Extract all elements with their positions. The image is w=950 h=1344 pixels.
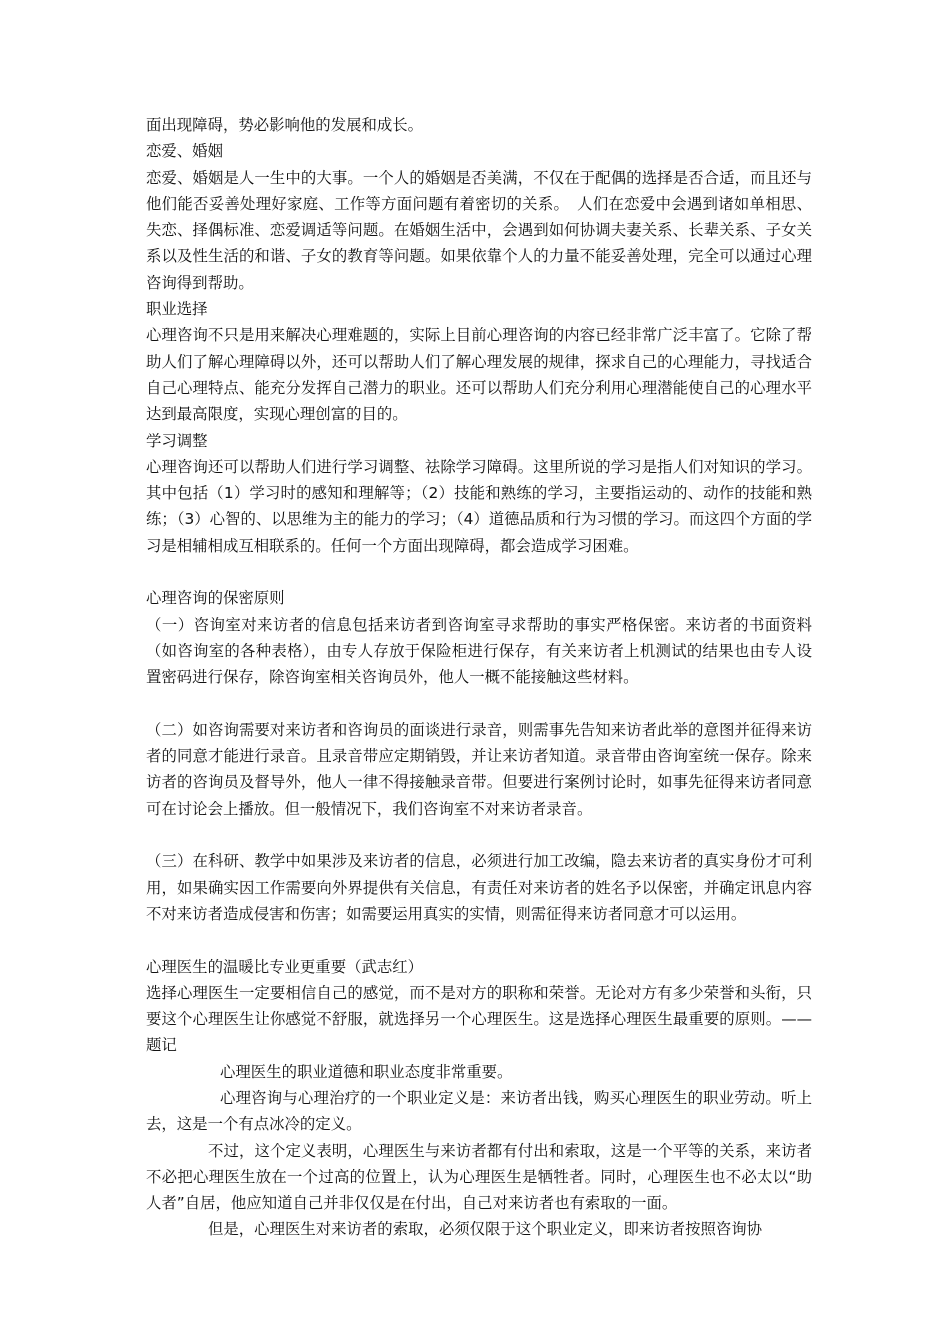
spacer xyxy=(146,927,812,953)
confidentiality-heading: 心理咨询的保密原则 xyxy=(146,589,285,608)
warmth-paragraph-3: 不过，这个定义表明，心理医生与来访者都有付出和索取，这是一个平等的关系，来访者不必把心理医生放在一个过高的位置上，认为心理医生是牺牲者。同时，心理医生也不必太以“助人者”自居，他应知道自己并非仅仅是在付出，自己对来访者也有索取的一面。 xyxy=(146,1141,812,1213)
career-body: 心理咨询不只是用来解决心理难题的，实际上目前心理咨询的内容已经非常广泛丰富了。它除了帮助人们了解心理障碍以外，还可以帮助人们了解心理发展的规律，探求自己的心理能力，寻找适合自己心理特点、能充分发挥自己潜力的职业。还可以帮助人们充分利用心理潜能使自己的心理水平达到最高限度，实现心理创富的目的。 xyxy=(146,326,812,424)
warmth-heading: 心理医生的温暖比专业更重要（武志红） xyxy=(146,957,424,976)
love-heading: 恋爱、婚姻 xyxy=(146,142,223,161)
intro-tail: 面出现障碍，势必影响他的发展和成长。 xyxy=(146,116,424,134)
warmth-paragraph-1: 心理医生的职业道德和职业态度非常重要。 xyxy=(220,1062,513,1081)
study-body: 心理咨询还可以帮助人们进行学习调整、祛除学习障碍。这里所说的学习是指人们对知识的学习。其中包括（1）学习时的感知和理解等；（2）技能和熟练的学习，主要指运动的、动作的技能和熟练；（3）心智的、以思维为主的能力的学习；（4）道德品质和行为习惯的学习。而这四个方面的学习是相辅相成互相联系的。任何一个方面出现障碍，都会造成学习困难。 xyxy=(146,457,812,555)
confidentiality-paragraph-1: （一）咨询室对来访者的信息包括来访者到咨询室寻求帮助的事实严格保密。来访者的书面资料（如咨询室的各种表格），由专人存放于保险柜进行保存，有关来访者上机测试的结果也由专人设置密码进行保存，除咨询室相关咨询员外，他人一概不能接触这些材料。 xyxy=(146,615,812,687)
warmth-paragraph-2: 心理咨询与心理治疗的一个职业定义是：来访者出钱，购买心理医生的职业劳动。听上去，这是一个有点冰冷的定义。 xyxy=(146,1088,812,1134)
confidentiality-paragraph-2: （二）如咨询需要对来访者和咨询员的面谈进行录音，则需事先告知来访者此举的意图并征得来访者的同意才能进行录音。且录音带应定期销毁，并让来访者知道。录音带由咨询室统一保存。除来访者的咨询员及督导外，他人一律不得接触录音带。但要进行案例讨论时，如事先征得来访者同意可在讨论会上播放。但一般情况下，我们咨询室不对来访者录音。 xyxy=(146,720,812,818)
warmth-paragraph-4: 但是，心理医生对来访者的索取，必须仅限于这个职业定义，即来访者按照咨询协 xyxy=(208,1220,763,1239)
career-heading: 职业选择 xyxy=(146,300,208,319)
spacer xyxy=(146,559,812,585)
warmth-epigraph: 选择心理医生一定要相信自己的感觉，而不是对方的职称和荣誉。无论对方有多少荣誉和头衔，只要这个心理医生让你感觉不舒服，就选择另一个心理医生。这是选择心理医生最重要的原则。——题记 xyxy=(146,983,812,1055)
love-body: 恋爱、婚姻是人一生中的大事。一个人的婚姻是否美满，不仅在于配偶的选择是否合适，而且还与他们能否妥善处理好家庭、工作等方面问题有着密切的关系。 人们在恋爱中会遇到诸如单相思、失恋、择偶标准、恋爱调适等问题。在婚姻生活中，会遇到如何协调夫妻关系、长辈关系、子女关系以及性生活的和谐、子女的教育等问题。如果依靠个人的力量不能妥善处理，完全可以通过心理咨询得到帮助。 xyxy=(146,168,812,292)
spacer xyxy=(146,691,812,717)
confidentiality-paragraph-3: （三）在科研、教学中如果涉及来访者的信息，必须进行加工改编，隐去来访者的真实身份才可利用，如果确实因工作需要向外界提供有关信息，有责任对来访者的姓名予以保密，并确定讯息内容不对来访者造成侵害和伤害；如需要运用真实的实情，则需征得来访者同意才可以运用。 xyxy=(146,852,812,923)
study-heading: 学习调整 xyxy=(146,431,208,450)
spacer xyxy=(146,822,812,848)
document-page xyxy=(146,112,812,1243)
